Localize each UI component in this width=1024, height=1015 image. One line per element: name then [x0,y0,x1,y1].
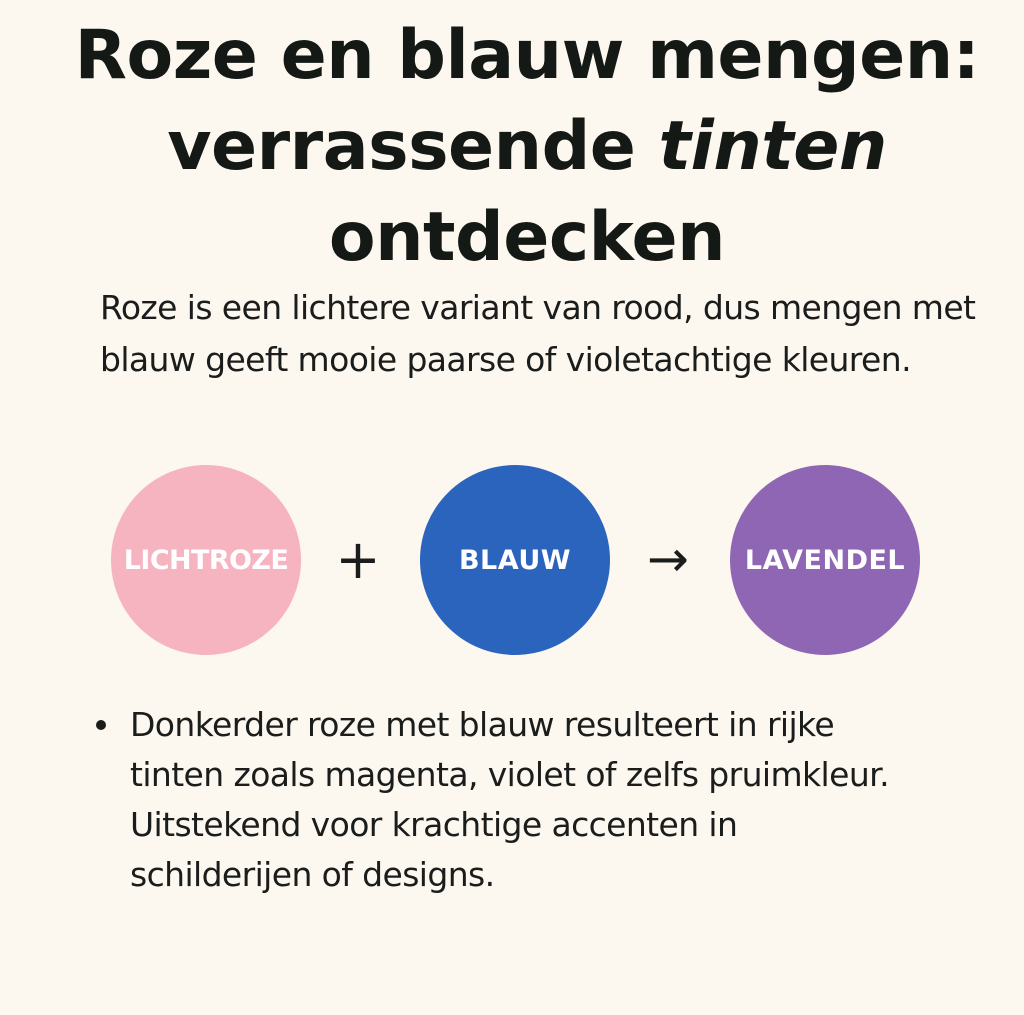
color-circle-blauw [420,465,610,655]
title-line-2 [0,101,1024,192]
title-line-2-italic: tinten [658,107,887,186]
bullet-list [96,700,996,900]
title-line-1: Roze en blauw mengen: [74,16,980,95]
bullet-line: Uitstekend voor krachtige accenten in [130,805,738,844]
bullet-dot-icon [96,720,106,730]
color-mix-diagram [0,462,1024,662]
bullet-line: tinten zoals magenta, violet of zelfs pruimkleur. [130,755,889,794]
color-circle-label: LICHTROZE [123,544,289,576]
bullet-item [96,700,996,900]
bullet-line: Donkerder roze met blauw resulteert in rijke [130,705,835,744]
bullet-line: schilderijen of designs. [130,855,495,894]
color-circle-lavendel [730,465,920,655]
title-line-2-normal: verrassende [167,107,659,186]
color-circle-label: BLAUW [458,544,572,576]
title-line-3: ontdecken [328,198,726,277]
page-title [0,10,1024,283]
arrow-operator: → [647,530,689,588]
intro-paragraph: Roze is een lichtere variant van rood, dus mengen met blauw geeft mooie paarse of violetachtige kleuren. [100,288,976,379]
color-circle-lichtroze [111,465,301,655]
plus-operator: + [335,527,381,591]
color-circle-label: LAVENDEL [744,544,906,576]
